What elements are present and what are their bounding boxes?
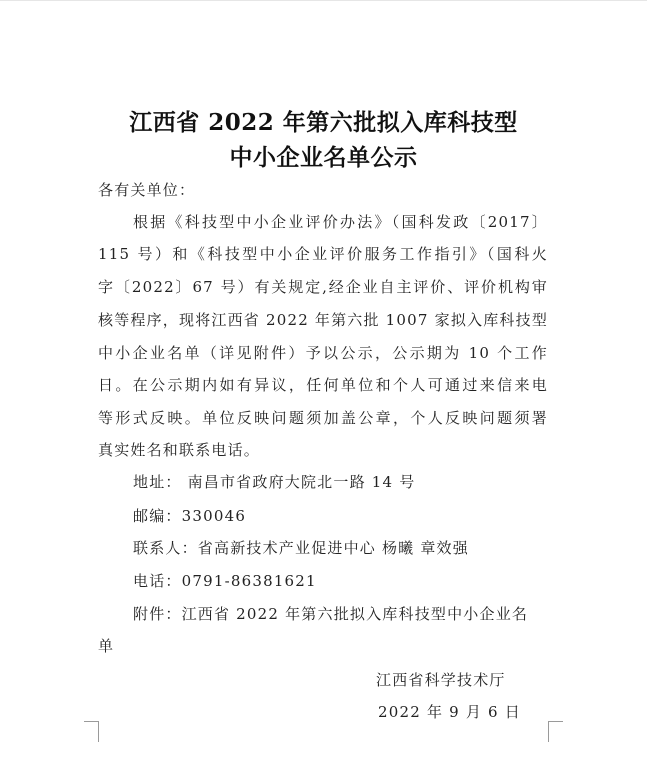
attachment-line-2: 单 (98, 637, 115, 655)
crop-mark-right (548, 721, 563, 742)
body-line-5: 中小企业名单（详见附件）予以公示，公示期为 10 个工作 (98, 344, 548, 362)
contact-address: 地址： 南昌市省政府大院北一路 14 号 (133, 473, 416, 491)
title-line-1: 江西省 2022 年第六批拟入库科技型 (129, 109, 518, 136)
body-line-4: 核等程序，现将江西省 2022 年第六批 1007 家拟入库科技型 (98, 311, 549, 329)
title-line-2: 中小企业名单公示 (229, 144, 418, 171)
body-line-1: 根据《科技型中小企业评价办法》（国科发政〔2017〕 (133, 213, 548, 231)
signature-date: 2022 年 9 月 6 日 (378, 703, 521, 721)
contact-person: 联系人：省高新技术产业促进中心 杨曦 章效强 (133, 539, 469, 557)
attachment-line-1: 附件：江西省 2022 年第六批拟入库科技型中小企业名 (133, 605, 529, 623)
signature-org: 江西省科学技术厅 (376, 671, 506, 689)
body-line-3: 字〔2022〕67 号）有关规定,经企业自主评价、评价机构审 (98, 278, 548, 296)
contact-phone: 电话：0791-86381621 (133, 572, 317, 590)
body-line-8: 真实姓名和联系电话。 (98, 441, 261, 459)
body-line-7: 等形式反映。单位反映问题须加盖公章，个人反映问题须署 (98, 409, 548, 427)
body-line-6: 日。在公示期内如有异议，任何单位和个人可通过来信来电 (98, 376, 548, 394)
page-top-edge (0, 0, 647, 1)
crop-mark-left (84, 721, 99, 742)
body-line-2: 115 号）和《科技型中小企业评价服务工作指引》（国科火 (98, 245, 548, 263)
contact-postcode: 邮编：330046 (133, 507, 247, 525)
salutation: 各有关单位： (98, 181, 196, 199)
